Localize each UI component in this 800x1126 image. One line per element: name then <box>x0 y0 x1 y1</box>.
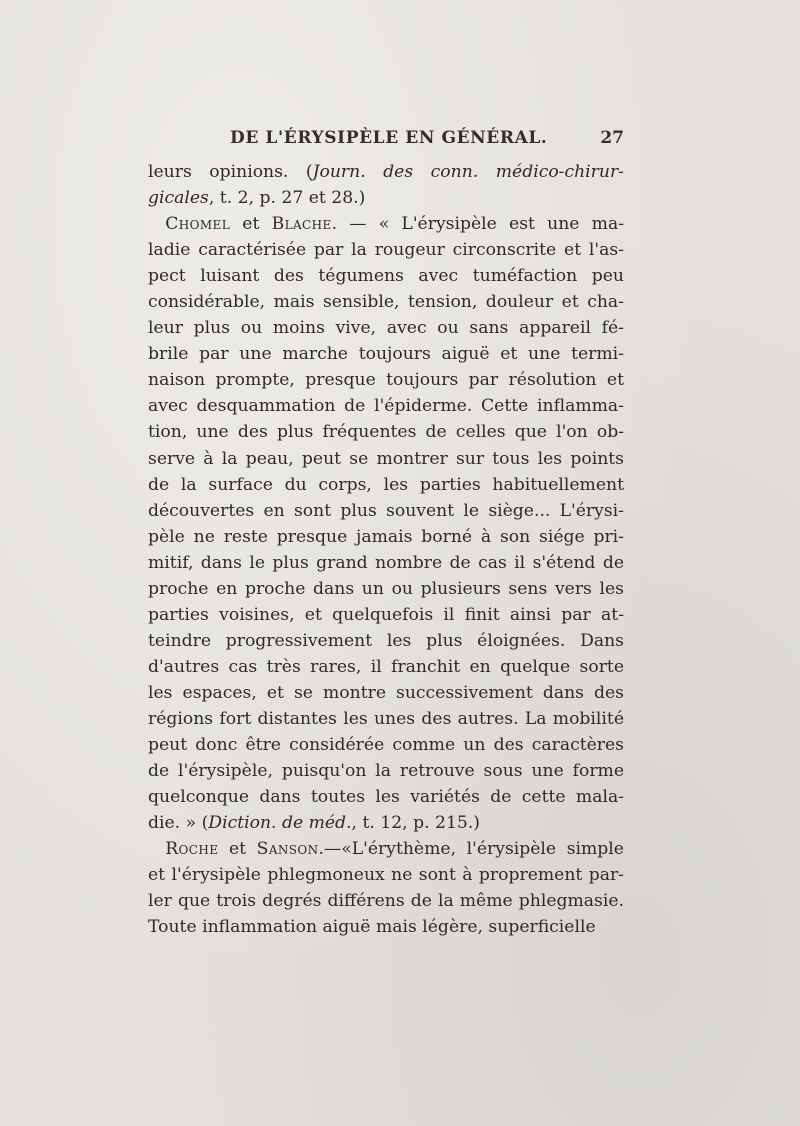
text-line: peut donc être considérée comme un des caractères <box>148 735 624 756</box>
text-line: naison prompte, presque toujours par résolution et <box>148 370 624 391</box>
text-line: de l'érysipèle, puisqu'on la retrouve sous une forme <box>148 761 624 782</box>
text-line: teindre progressivement les plus éloignées. Dans <box>148 630 624 651</box>
text-line: leurs opinions. (Journ. des conn. médico-chirur- <box>148 162 624 182</box>
author-name: Roche <box>165 839 219 860</box>
text-line: Toute inflammation aiguë mais légère, superficielle <box>148 917 596 938</box>
running-head <box>150 128 624 156</box>
body-text <box>148 159 624 940</box>
text-line: d'autres cas très rares, il franchit en quelque sorte <box>148 656 624 677</box>
text-line: Chomel et Blache. — « L'érysipèle est une ma- <box>165 214 624 235</box>
text-line: brile par une marche toujours aiguë et une termi- <box>148 344 624 365</box>
text-line: gicales, t. 2, p. 27 et 28.) <box>148 188 366 209</box>
text-line: considérable, mais sensible, tension, douleur et cha- <box>148 292 624 313</box>
text-line: avec desquammation de l'épiderme. Cette inflamma- <box>148 396 624 417</box>
page-number: 27 <box>600 128 624 148</box>
text-line: et l'érysipèle phlegmoneux ne sont à proprement par- <box>148 865 624 886</box>
text-line: pect luisant des tégumens avec tuméfaction peu <box>148 266 624 287</box>
running-title: DE L'ÉRYSIPÈLE EN GÉNÉRAL. <box>230 128 548 148</box>
text-line: les espaces, et se montre successivement dans des <box>148 682 624 703</box>
author-name: Blache <box>271 214 332 235</box>
text-line: die. » (Diction. de méd., t. 12, p. 215.) <box>148 813 480 834</box>
text-line: Roche et Sanson.—«L'érythème, l'érysipèle simple <box>165 839 624 860</box>
text-line: proche en proche dans un ou plusieurs sens vers les <box>148 578 624 599</box>
text-line: pèle ne reste presque jamais borné à son siége pri- <box>148 526 624 547</box>
author-name: Sanson <box>256 839 319 860</box>
text-line: de la surface du corps, les parties habituellement <box>148 474 624 495</box>
text-line: parties voisines, et quelquefois il finit ainsi par at- <box>148 604 624 625</box>
text-line: régions fort distantes les unes des autres. La mobilité <box>148 708 624 729</box>
text-line: tion, une des plus fréquentes de celles que l'on ob- <box>148 422 624 443</box>
author-name: Chomel <box>165 214 231 235</box>
text-line: quelconque dans toutes les variétés de cette mala- <box>148 787 624 808</box>
text-line: ler que trois degrés différens de la même phlegmasie. <box>148 891 624 912</box>
text-line: ladie caractérisée par la rougeur circonscrite et l'as- <box>148 240 624 261</box>
text-line: mitif, dans le plus grand nombre de cas il s'étend de <box>148 552 624 573</box>
text-line: découvertes en sont plus souvent le siège... L'érysi- <box>148 500 624 521</box>
text-line: serve à la peau, peut se montrer sur tous les points <box>148 448 624 469</box>
text-line: leur plus ou moins vive, avec ou sans appareil fé- <box>148 318 624 339</box>
